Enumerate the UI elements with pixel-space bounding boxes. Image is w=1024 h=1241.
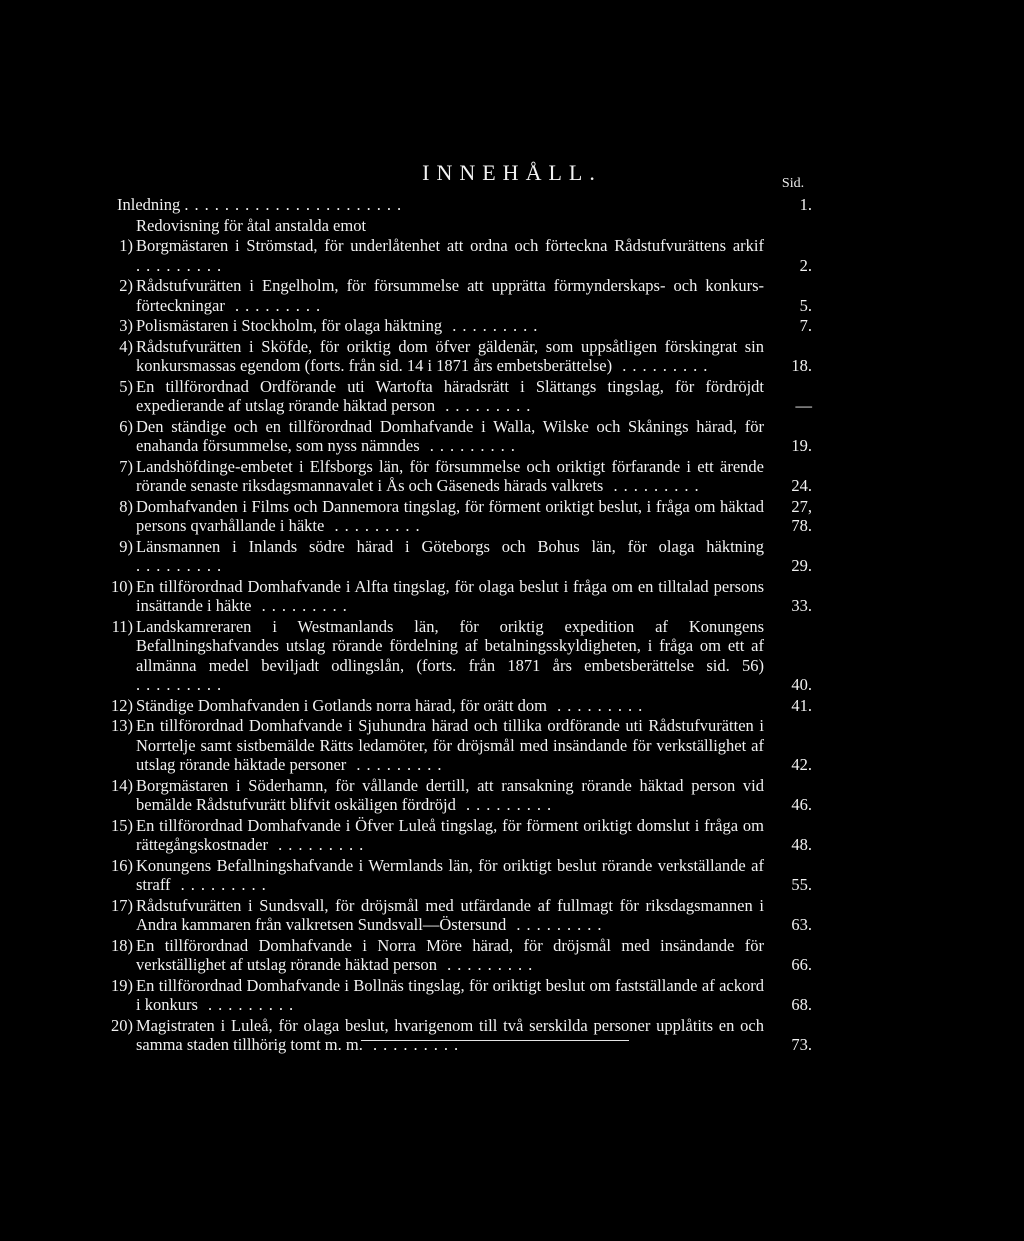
entry-page: 24. xyxy=(791,476,812,495)
toc-entry xyxy=(111,695,812,716)
dot-leader: ......... xyxy=(612,356,714,375)
entry-text: Den ständige och en tillförordnad Domhafvande i Walla, Wilske och Skånings härad, för enahanda försummelse, som nyss nämndes xyxy=(136,416,764,455)
dot-leader: ......... xyxy=(506,915,608,934)
entry-number: 16) xyxy=(111,855,133,875)
toc-entry xyxy=(111,775,812,815)
entry-text: Ständige Domhafvanden i Gotlands norra härad, för orätt dom xyxy=(136,695,548,715)
closing-rule xyxy=(361,1040,629,1041)
entry-text: Rådstufvurätten i Sundsvall, för dröjsmål med utfärdande af fullmagt för riksdagsmannen i Andra kammaren från valkretsen Sundsvall—Östersund xyxy=(136,895,764,934)
dot-leader: ......... xyxy=(437,955,539,974)
toc-entry xyxy=(111,815,812,855)
entry-text: Rådstufvurätten i Engelholm, för försummelse att upprätta förmynderskaps- och konkurs-förteckningar xyxy=(136,276,764,315)
entry-text: En tillförordnad Domhafvande i Alfta tingslag, för olaga beslut i fråga om en tilltalad persons insättande i häkte xyxy=(136,576,764,615)
entry-page: 46. xyxy=(791,795,812,814)
toc-entry xyxy=(111,975,812,1015)
entry-number: 17) xyxy=(111,895,133,915)
toc-entry xyxy=(111,855,812,895)
dot-leader: ......... xyxy=(603,476,705,495)
entry-text: En tillförordnad Ordförande uti Wartofta häradsrätt i Slättangs tingslag, för fördröjdt expedierande af utslag rörande häktad person xyxy=(136,376,764,415)
toc-entry-intro xyxy=(117,195,812,215)
entry-page: 63. xyxy=(791,915,812,934)
dot-leader: ......... xyxy=(324,516,426,535)
entry-page: 42. xyxy=(791,755,812,774)
entry-number: 10) xyxy=(111,576,133,596)
entry-page: 27, 78. xyxy=(791,496,812,535)
toc-entry xyxy=(117,236,812,275)
toc-entry xyxy=(111,935,812,975)
entry-text: En tillförordnad Domhafvande i Sjuhundra härad och tillika ordförande uti Rådstufvurätten i Norrtelje samt sistbemälde Rätts ledamöter, för dröjsmål med insändande för verkställighet af utslag rörande häktade personer xyxy=(136,716,764,774)
entry-page: 68. xyxy=(791,995,812,1014)
page-column-label: Sid. xyxy=(781,176,805,191)
dot-leader: ......... xyxy=(251,596,353,615)
entry-text: Landshöfdinge-embetet i Elfsborgs län, för försummelse och oriktigt förfarande i ett ärende rörande senaste riksdagsmannavalet i Ås och Gäseneds härads valkrets xyxy=(136,456,764,495)
dot-leader: ......... xyxy=(442,316,544,335)
section-label: Redovisning för åtal anstalda emot xyxy=(136,215,367,235)
entry-number: 4) xyxy=(119,336,133,356)
entry-page: 18. xyxy=(791,356,812,375)
entry-number: 7) xyxy=(119,456,133,476)
entry-text: Borgmästaren i Strömstad, för underlåtenhet att ordna och förteckna Rådstufvurättens arkif xyxy=(136,236,764,255)
entry-page: 41. xyxy=(791,695,812,715)
entry-page: 5. xyxy=(799,295,812,315)
dot-leader: ...................... xyxy=(184,195,408,214)
toc-entry xyxy=(117,276,812,315)
entry-number: 8) xyxy=(119,496,133,516)
toc-entry xyxy=(117,377,812,416)
entry-number: 20) xyxy=(111,1015,133,1035)
toc-entry xyxy=(117,417,812,456)
entry-text: En tillförordnad Domhafvande i Norra Möre härad, för dröjsmål med insändande för verkställighet af utslag rörande häktad person xyxy=(136,935,764,974)
entry-page: 66. xyxy=(791,955,812,974)
entry-text: Länsmannen i Inlands södre härad i Göteborgs och Bohus län, för olaga häktning xyxy=(136,536,764,556)
entry-number: 5) xyxy=(119,376,133,396)
entry-text: Magistraten i Luleå, för olaga beslut, hvarigenom till två serskilda personer upplåtits en och samma staden tillhörig tomt m. m. xyxy=(136,1015,764,1054)
entry-text: Konungens Befallningshafvande i Wermlands län, för oriktigt beslut rörande verkställande af straff xyxy=(136,855,764,894)
toc-entry xyxy=(117,537,812,576)
dot-leader: ......... xyxy=(136,255,228,275)
intro-label: Inledning xyxy=(117,195,181,214)
dot-leader: ......... xyxy=(455,795,558,814)
toc-entries xyxy=(111,236,812,1055)
dot-leader: ......... xyxy=(267,835,370,854)
entry-page: 55. xyxy=(791,875,812,894)
toc-entry xyxy=(111,895,812,935)
entry-number: 14) xyxy=(111,775,133,795)
entry-text: Domhafvanden i Films och Dannemora tingslag, för förment oriktigt beslut, i fråga om häktad persons qvarhållande i häkte xyxy=(136,496,764,535)
dot-leader: ......... xyxy=(346,755,448,774)
entry-text: Landskamreraren i Westmanlands län, för oriktig expedition af Konungens Befallningshafvandes utslag rörande fördelning af betalningsskyldigheten, i fråga om ett af allmänna medel beviljadt odlingslån, (forts. från 1871 års embetsberättelse sid. 56) xyxy=(136,616,764,675)
intro-page: 1. xyxy=(799,195,812,214)
toc-entry xyxy=(111,716,812,775)
entry-page: 29. xyxy=(791,556,812,575)
dot-leader: ......... xyxy=(435,396,537,415)
entry-number: 13) xyxy=(111,716,133,735)
toc-entry xyxy=(117,457,812,496)
table-of-contents xyxy=(111,195,812,1056)
entry-number: 18) xyxy=(111,935,133,955)
entry-number: 1) xyxy=(119,236,133,255)
entry-number: 9) xyxy=(119,536,133,556)
dot-leader: ......... xyxy=(136,556,228,575)
dot-leader: ......... xyxy=(547,695,649,715)
page-title: INNEHÅLL. xyxy=(422,160,602,185)
entry-number: 11) xyxy=(111,616,133,636)
toc-entry xyxy=(117,497,812,536)
toc-entry xyxy=(117,316,812,336)
entry-text: Rådstufvurätten i Sköfde, för oriktig dom öfver gäldenär, som uppsåtligen förskingrat sin konkursmassas egendom (forts. från sid. 14 i 1871 års embetsberättelse) xyxy=(136,336,764,375)
dot-leader: ......... xyxy=(419,436,521,455)
entry-page: 48. xyxy=(791,835,812,854)
entry-number: 3) xyxy=(119,316,133,335)
entry-text: En tillförordnad Domhafvande i Öfver Luleå tingslag, för förment oriktigt domslut i fråga om rättegångskostnader xyxy=(136,815,764,854)
entry-text: Polismästaren i Stockholm, för olaga häktning xyxy=(136,316,443,335)
entry-text: Borgmästaren i Söderhamn, för vållande dertill, att ransakning rörande häktad person vid bemälde Rådstufvurätt blifvit oskäligen fördröjd xyxy=(136,775,764,814)
dot-leader: ......... xyxy=(170,875,272,894)
entry-page: 2. xyxy=(799,255,812,275)
entry-number: 2) xyxy=(119,276,133,295)
entry-number: 15) xyxy=(111,815,133,835)
entry-number: 12) xyxy=(111,695,133,715)
dot-leader: ......... xyxy=(197,995,300,1014)
toc-entry xyxy=(111,616,812,695)
entry-page: — xyxy=(795,396,812,415)
entry-page: 73. xyxy=(791,1035,812,1054)
entry-page: 33. xyxy=(791,596,812,615)
entry-page: 40. xyxy=(791,675,812,694)
toc-entry xyxy=(117,337,812,376)
entry-text: En tillförordnad Domhafvande i Bollnäs tingslag, för oriktigt beslut om fastställande af ackord i konkurs xyxy=(136,975,764,1014)
entry-number: 6) xyxy=(119,416,133,436)
entry-page: 7. xyxy=(799,316,812,335)
dot-leader: ......... xyxy=(136,675,228,694)
dot-leader: ......... xyxy=(224,295,327,315)
toc-entry xyxy=(111,576,812,616)
dot-leader: ......... xyxy=(362,1035,465,1054)
entry-page: 19. xyxy=(791,436,812,455)
entry-number: 19) xyxy=(111,975,133,995)
toc-entry xyxy=(111,1015,812,1055)
